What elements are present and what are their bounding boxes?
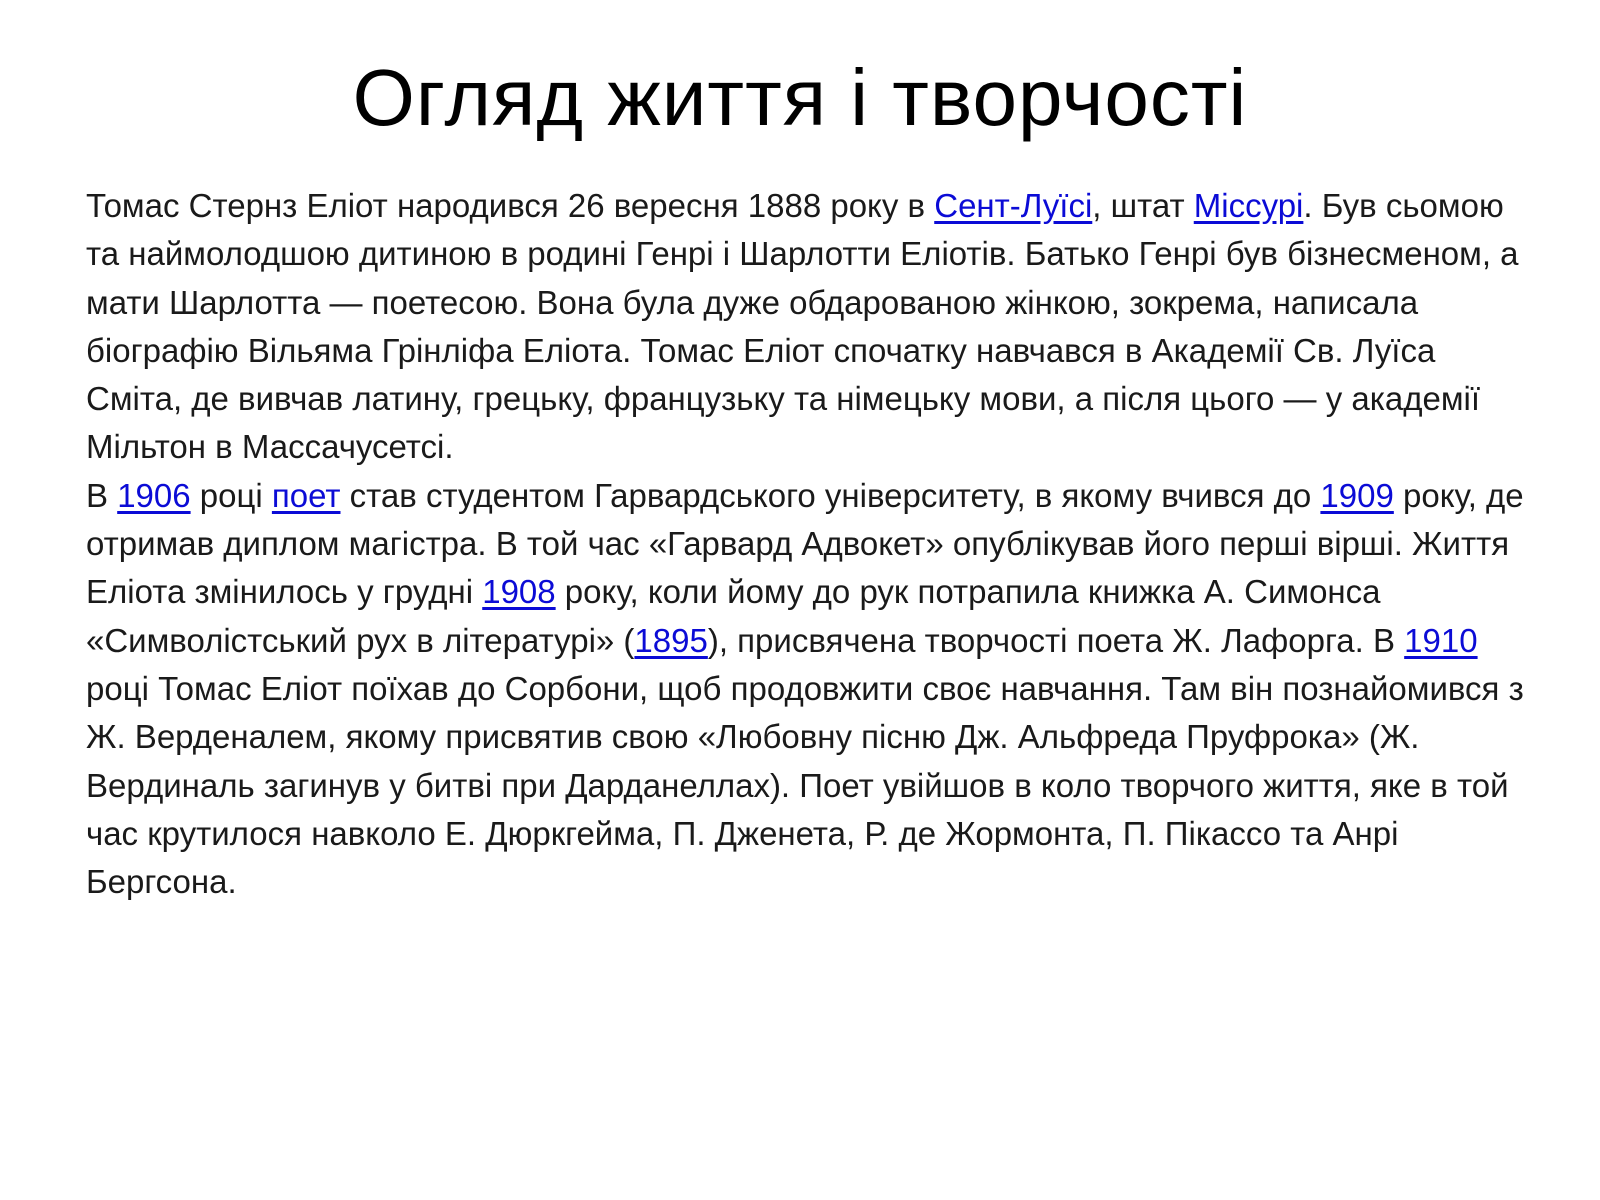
link-1910[interactable]: 1910 — [1404, 621, 1478, 659]
text-segment: , штат — [1092, 187, 1194, 224]
link-missouri[interactable]: Міссурі — [1193, 187, 1304, 224]
text-segment: році Томас Еліот поїхав до Сорбони, щоб продовжити своє навчання. Там він познайомився з Ж. Верденалем, якому присвятив свою «Любовну пісню Дж. Альфреда Пруфрока» (Ж. Вердиналь загинув у битві при Дарданеллах). Поет увійшов в коло творчого життя, яке в той час крутилося навколо Е. Дюркгейма, П. Дженета, Р. де Жормонта, П. Пікассо та Анрі Бергсона. — [86, 669, 1524, 901]
text-segment: ), присвячена творчості поета Ж. Лафорга. В — [707, 621, 1405, 659]
text-segment: року, де отримав диплом магістра. В той час «Гарвард Адвокет» опублікував його перші вірші. Життя Еліота змінилось у грудні — [86, 476, 1524, 611]
link-1895[interactable]: 1895 — [634, 621, 708, 659]
text-segment: році — [190, 476, 272, 514]
link-1906[interactable]: 1906 — [117, 476, 191, 514]
paragraph-birth — [86, 182, 1526, 472]
slide-title: Огляд життя і творчості — [352, 53, 1248, 142]
text-segment: Томас Стернз Еліот народився 26 вересня 1888 року в — [86, 187, 935, 224]
link-1909[interactable]: 1909 — [1320, 476, 1394, 514]
paragraph-education — [86, 472, 1526, 907]
text-segment: . Був сьомою та наймолодшою дитиною в родині Генрі і Шарлотти Еліотів. Батько Генрі був бізнесменом, а мати Шарлотта — поетесою. Вона була дуже обдарованою жінкою, зокрема, написала біографію Вільяма Грінліфа Еліота. Томас Еліот спочатку навчався в Академії Св. Луїса Сміта, де вивчав латину, грецьку, французьку та німецьку мови, а після цього — у академії Мільтон в Массачусетсі. — [86, 187, 1519, 466]
link-1908[interactable]: 1908 — [482, 573, 556, 611]
text-segment: В — [86, 476, 118, 514]
link-poet[interactable]: поет — [271, 476, 341, 514]
link-saint-louis[interactable]: Сент-Луїсі — [934, 187, 1093, 224]
slide-body — [86, 182, 1526, 906]
text-segment: став студентом Гарвардського університету, в якому вчився до — [340, 476, 1321, 514]
text-segment: року, коли йому до рук потрапила книжка А. Симонса «Символістський рух в літературі» ( — [86, 573, 1381, 659]
